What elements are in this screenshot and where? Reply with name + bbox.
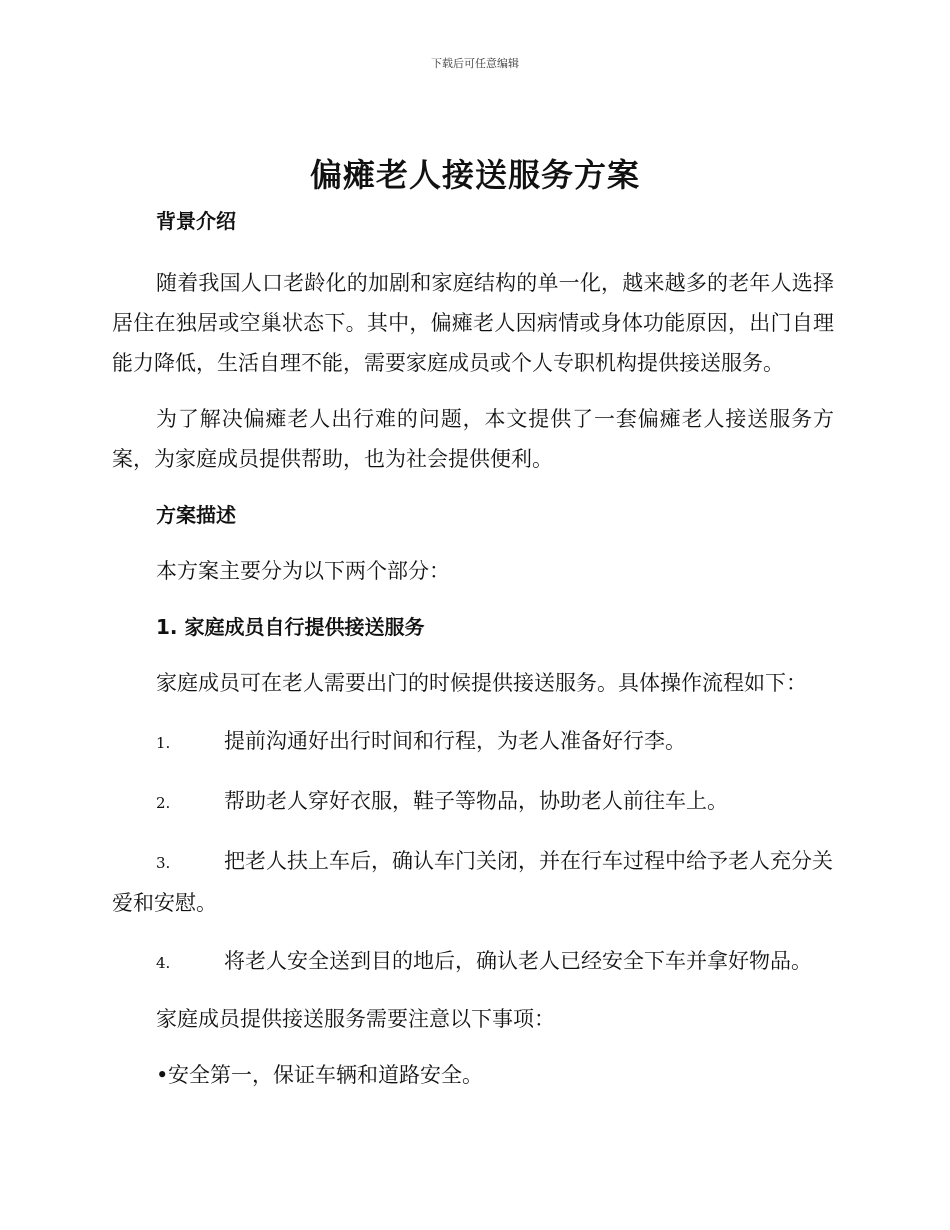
paragraph-background-2: 为了解决偏瘫老人出行难的问题，本文提供了一套偏瘫老人接送服务方案，为家庭成员提供帮助，也为社会提供便利。 xyxy=(112,407,834,471)
list-item xyxy=(112,941,834,983)
paragraph-notes-intro: 家庭成员提供接送服务需要注意以下事项： xyxy=(156,1007,555,1031)
section-heading-background: 背景介绍 xyxy=(156,209,236,233)
paragraph-family-intro: 家庭成员可在老人需要出门的时候提供接送服务。具体操作流程如下： xyxy=(156,671,807,695)
list-item xyxy=(112,781,834,823)
list-text: 将老人安全送到目的地后，确认老人已经安全下车并拿好物品。 xyxy=(224,949,812,973)
document-body xyxy=(112,203,834,1095)
section-heading-plan: 方案描述 xyxy=(156,503,236,527)
list-number: 2. xyxy=(156,794,171,812)
list-text: 把老人扶上车后，确认车门关闭，并在行车过程中给予老人充分关爱和安慰。 xyxy=(112,849,833,915)
bullet-text: 安全第一，保证车辆和道路安全。 xyxy=(168,1063,483,1087)
paragraph-plan-intro: 本方案主要分为以下两个部分： xyxy=(156,559,450,583)
list-number: 3. xyxy=(156,854,171,872)
list-text: 帮助老人穿好衣服，鞋子等物品，协助老人前往车上。 xyxy=(224,789,728,813)
list-item xyxy=(112,841,834,923)
bullet-item xyxy=(112,1055,834,1095)
list-item xyxy=(112,721,834,763)
subsection-heading-family: 1. 家庭成员自行提供接送服务 xyxy=(156,615,425,639)
paragraph-background-1: 随着我国人口老龄化的加剧和家庭结构的单一化，越来越多的老年人选择居住在独居或空巢状态下。其中，偏瘫老人因病情或身体功能原因，出门自理能力降低，生活自理不能，需要家庭成员或个人专职机构提供接送服务。 xyxy=(112,271,834,375)
list-number: 4. xyxy=(156,954,171,972)
bullet-icon: • xyxy=(156,1063,169,1087)
list-text: 提前沟通好出行时间和行程，为老人准备好行李。 xyxy=(224,729,686,753)
list-number: 1. xyxy=(156,734,171,752)
header-note: 下载后可任意编辑 xyxy=(431,57,519,70)
document-title: 偏瘫老人接送服务方案 xyxy=(309,156,640,194)
